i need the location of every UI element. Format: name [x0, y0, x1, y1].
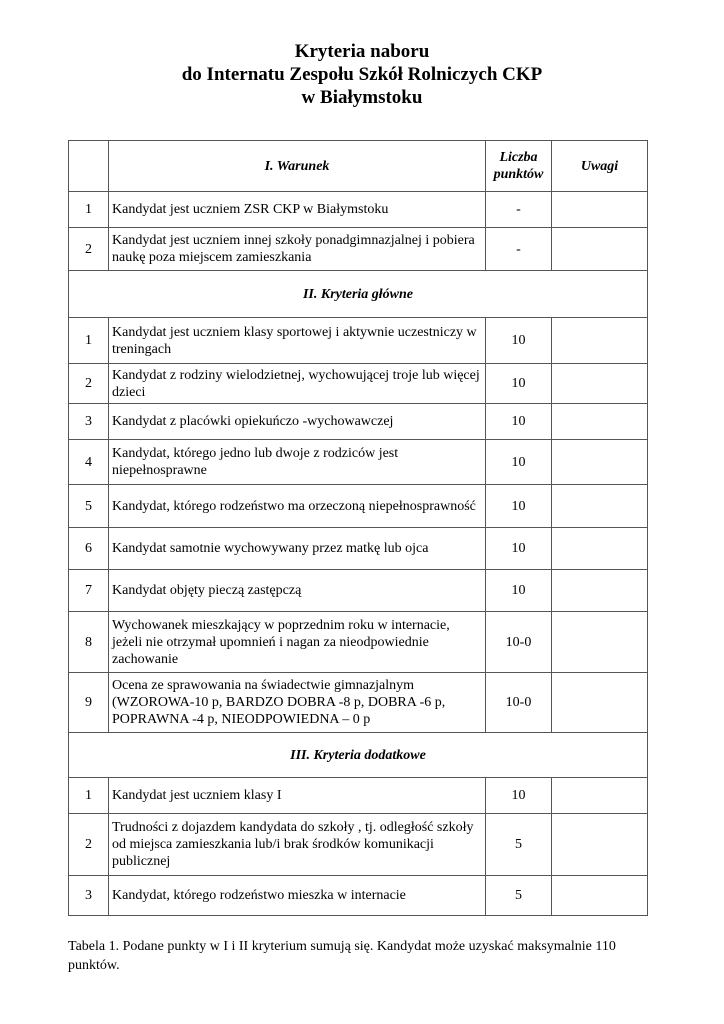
row-description: Kandydat z placówki opiekuńczo -wychowawczej	[109, 404, 486, 440]
row-description: Wychowanek mieszkający w poprzednim roku w internacie, jeżeli nie otrzymał upomnień i nagan za nieodpowiednie zachowanie	[109, 612, 486, 673]
row-points: -	[486, 192, 552, 228]
row-description: Kandydat objęty pieczą zastępczą	[109, 570, 486, 612]
row-points: 10	[486, 778, 552, 814]
header-notes: Uwagi	[552, 141, 648, 192]
row-description: Trudności z dojazdem kandydata do szkoły , tj. odległość szkoły od miejsca zamieszkania lub/i brak środków komunikacji publicznej	[109, 814, 486, 876]
section-2-title: II. Kryteria główne	[69, 271, 648, 318]
table-row	[69, 570, 648, 612]
table-row	[69, 228, 648, 271]
table-row	[69, 673, 648, 733]
row-number: 4	[69, 440, 109, 485]
header-points-line-2: punktów	[493, 167, 544, 182]
row-points: 10	[486, 485, 552, 528]
row-notes	[552, 778, 648, 814]
title-line-1: Kryteria naboru	[294, 41, 430, 62]
row-number: 6	[69, 528, 109, 570]
row-notes	[552, 814, 648, 876]
row-points: 10-0	[486, 612, 552, 673]
table-row	[69, 778, 648, 814]
criteria-table	[68, 140, 648, 916]
row-points: 10	[486, 570, 552, 612]
row-number: 1	[69, 192, 109, 228]
row-description: Kandydat, którego jedno lub dwoje z rodziców jest niepełnosprawne	[109, 440, 486, 485]
table-row	[69, 404, 648, 440]
row-number: 9	[69, 673, 109, 733]
row-notes	[552, 228, 648, 271]
table-header-row	[69, 141, 648, 192]
table-row	[69, 364, 648, 404]
row-points: 10	[486, 528, 552, 570]
row-number: 2	[69, 364, 109, 404]
title-line-2: do Internatu Zespołu Szkół Rolniczych CKP	[181, 64, 543, 85]
row-notes	[552, 318, 648, 364]
row-description: Kandydat samotnie wychowywany przez matkę lub ojca	[109, 528, 486, 570]
row-number: 2	[69, 814, 109, 876]
table-row	[69, 528, 648, 570]
section-header-row	[69, 733, 648, 778]
table-row	[69, 440, 648, 485]
table-caption: Tabela 1. Podane punkty w I i II kryterium sumują się. Kandydat może uzyskać maksymalnie 110 punktów.	[68, 939, 616, 973]
table-row	[69, 192, 648, 228]
row-notes	[552, 673, 648, 733]
row-description: Kandydat z rodziny wielodzietnej, wychowującej troje lub więcej dzieci	[109, 364, 486, 404]
row-points: 10-0	[486, 673, 552, 733]
row-points: -	[486, 228, 552, 271]
header-number-cell	[69, 141, 109, 192]
row-notes	[552, 192, 648, 228]
row-points: 10	[486, 318, 552, 364]
row-number: 1	[69, 778, 109, 814]
section-header-row	[69, 271, 648, 318]
row-notes	[552, 612, 648, 673]
row-description: Kandydat jest uczniem innej szkoły ponadgimnazjalnej i pobiera naukę poza miejscem zamieszkania	[109, 228, 486, 271]
header-points	[486, 141, 552, 192]
table-row	[69, 485, 648, 528]
row-notes	[552, 876, 648, 916]
row-points: 5	[486, 876, 552, 916]
row-notes	[552, 364, 648, 404]
table-row	[69, 876, 648, 916]
table-row	[69, 318, 648, 364]
title-line-3: w Białymstoku	[301, 87, 423, 108]
header-points-line-1: Liczba	[499, 150, 538, 165]
row-notes	[552, 570, 648, 612]
row-description: Kandydat, którego rodzeństwo ma orzeczoną niepełnosprawność	[109, 485, 486, 528]
row-number: 8	[69, 612, 109, 673]
row-number: 3	[69, 404, 109, 440]
row-number: 5	[69, 485, 109, 528]
row-number: 1	[69, 318, 109, 364]
row-points: 10	[486, 364, 552, 404]
row-notes	[552, 528, 648, 570]
row-notes	[552, 440, 648, 485]
row-number: 2	[69, 228, 109, 271]
row-description: Kandydat jest uczniem klasy I	[109, 778, 486, 814]
table-row	[69, 612, 648, 673]
row-description: Kandydat, którego rodzeństwo mieszka w internacie	[109, 876, 486, 916]
table-row	[69, 814, 648, 876]
row-points: 10	[486, 404, 552, 440]
row-points: 10	[486, 440, 552, 485]
document-title	[0, 40, 724, 109]
row-number: 7	[69, 570, 109, 612]
row-number: 3	[69, 876, 109, 916]
row-notes	[552, 485, 648, 528]
row-description: Ocena ze sprawowania na świadectwie gimnazjalnym (WZOROWA-10 p, BARDZO DOBRA -8 p, DOBRA -6 p, POPRAWNA -4 p, NIEODPOWIEDNA – 0 p	[109, 673, 486, 733]
row-description: Kandydat jest uczniem ZSR CKP w Białymstoku	[109, 192, 486, 228]
row-notes	[552, 404, 648, 440]
section-3-title: III. Kryteria dodatkowe	[69, 733, 648, 778]
row-description: Kandydat jest uczniem klasy sportowej i aktywnie uczestniczy w treningach	[109, 318, 486, 364]
row-points: 5	[486, 814, 552, 876]
header-condition: I. Warunek	[109, 141, 486, 192]
